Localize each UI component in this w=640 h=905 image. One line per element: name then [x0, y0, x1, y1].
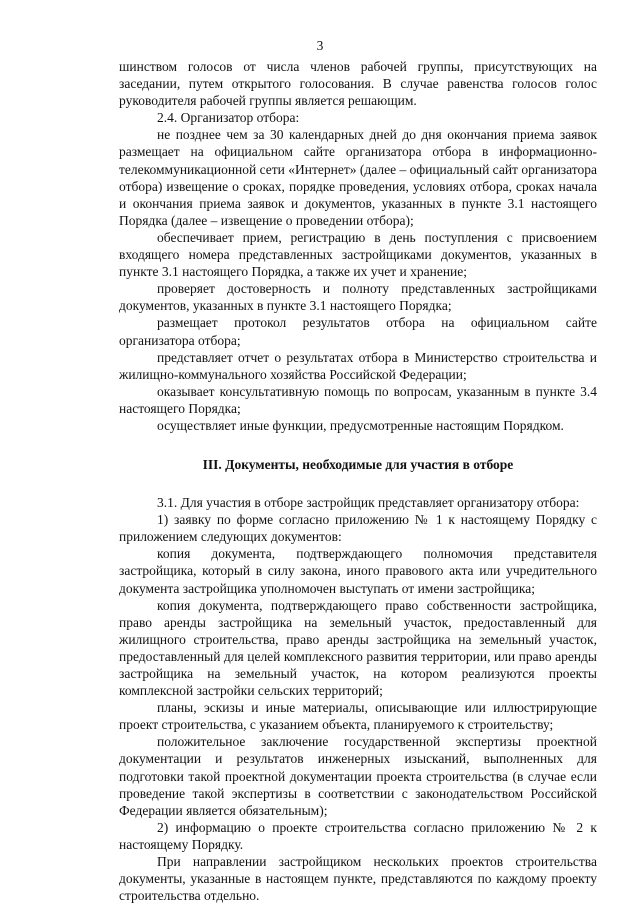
paragraph: не позднее чем за 30 календарных дней до дня окончания приема заявок размещает на официальном сайте организатора отбора в информационно-телекоммуникационной сети «Интернет» (далее – официальный сайт организатора отбора) извещение о сроках, порядке проведения, условиях отбора, сроках начала и окончания приема заявок и документов, указанных в пункте 3.1 настоящего Порядка (далее – извещение о проведении отбора);: [119, 127, 597, 228]
paragraph: положительное заключение государственной экспертизы проектной документации и результатов инженерных изысканий, выполненных для подготовки такой проектной документации проекта строительства (в случае если проведение такой экспертизы в соответствии с законодательством Российской Федерации является обязательным);: [119, 734, 597, 818]
paragraph: шинством голосов от числа членов рабочей группы, присутствующих на заседании, путем открытого голосования. В случае равенства голосов голос руководителя рабочей группы является решающим.: [119, 59, 597, 109]
page-number: 3: [316, 38, 324, 53]
paragraph: размещает протокол результатов отбора на официальном сайте организатора отбора;: [119, 315, 597, 348]
section-heading: III. Документы, необходимые для участия в отборе: [202, 457, 514, 473]
paragraph: осуществляет иные функции, предусмотренные настоящим Порядком.: [157, 417, 564, 433]
paragraph: При направлении застройщиком нескольких проектов строительства документы, указанные в настоящем пункте, представляются по каждому проекту строительства отдельно.: [119, 854, 597, 904]
paragraph: 1) заявку по форме согласно приложению № 1 к настоящему Порядку с приложением следующих документов:: [119, 512, 597, 545]
paragraph: проверяет достоверность и полноту представленных застройщиками документов, указанных в пункте 3.1 настоящего Порядка;: [119, 281, 597, 314]
paragraph: представляет отчет о результатах отбора в Министерство строительства и жилищно-коммунального хозяйства Российской Федерации;: [119, 349, 597, 382]
paragraph: 2) информацию о проекте строительства согласно приложению № 2 к настоящему Порядку.: [119, 819, 597, 852]
paragraph: копия документа, подтверждающего полномочия представителя застройщика, который в силу закона, иного правового акта или учредительного документа застройщика уполномочен выступать от имени застройщика;: [119, 546, 597, 596]
paragraph: оказывает консультативную помощь по вопросам, указанным в пункте 3.4 настоящего Порядка;: [119, 383, 597, 416]
paragraph: копия документа, подтверждающего право собственности застройщика, право аренды застройщика на земельный участок, предоставленный для жилищного строительства, право аренды застройщика на земельный участок, предоставленный для целей комплексного развития территории, или право аренды застройщика на земельный участок, на котором реализуются проекты комплексной застройки сельских территорий;: [119, 597, 597, 699]
paragraph: 2.4. Организатор отбора:: [157, 110, 300, 126]
paragraph: обеспечивает прием, регистрацию в день поступления с присвоением входящего номера представленных застройщиками документов, указанных в пункте 3.1 настоящего Порядка, а также их учет и хранение;: [119, 229, 597, 280]
paragraph: планы, эскизы и иные материалы, описывающие или иллюстрирующие проект строительства, с указанием объекта, планируемого к строительству;: [119, 700, 597, 733]
paragraph: 3.1. Для участия в отборе застройщик представляет организатору отбора:: [157, 495, 580, 511]
document-body: [119, 58, 597, 904]
